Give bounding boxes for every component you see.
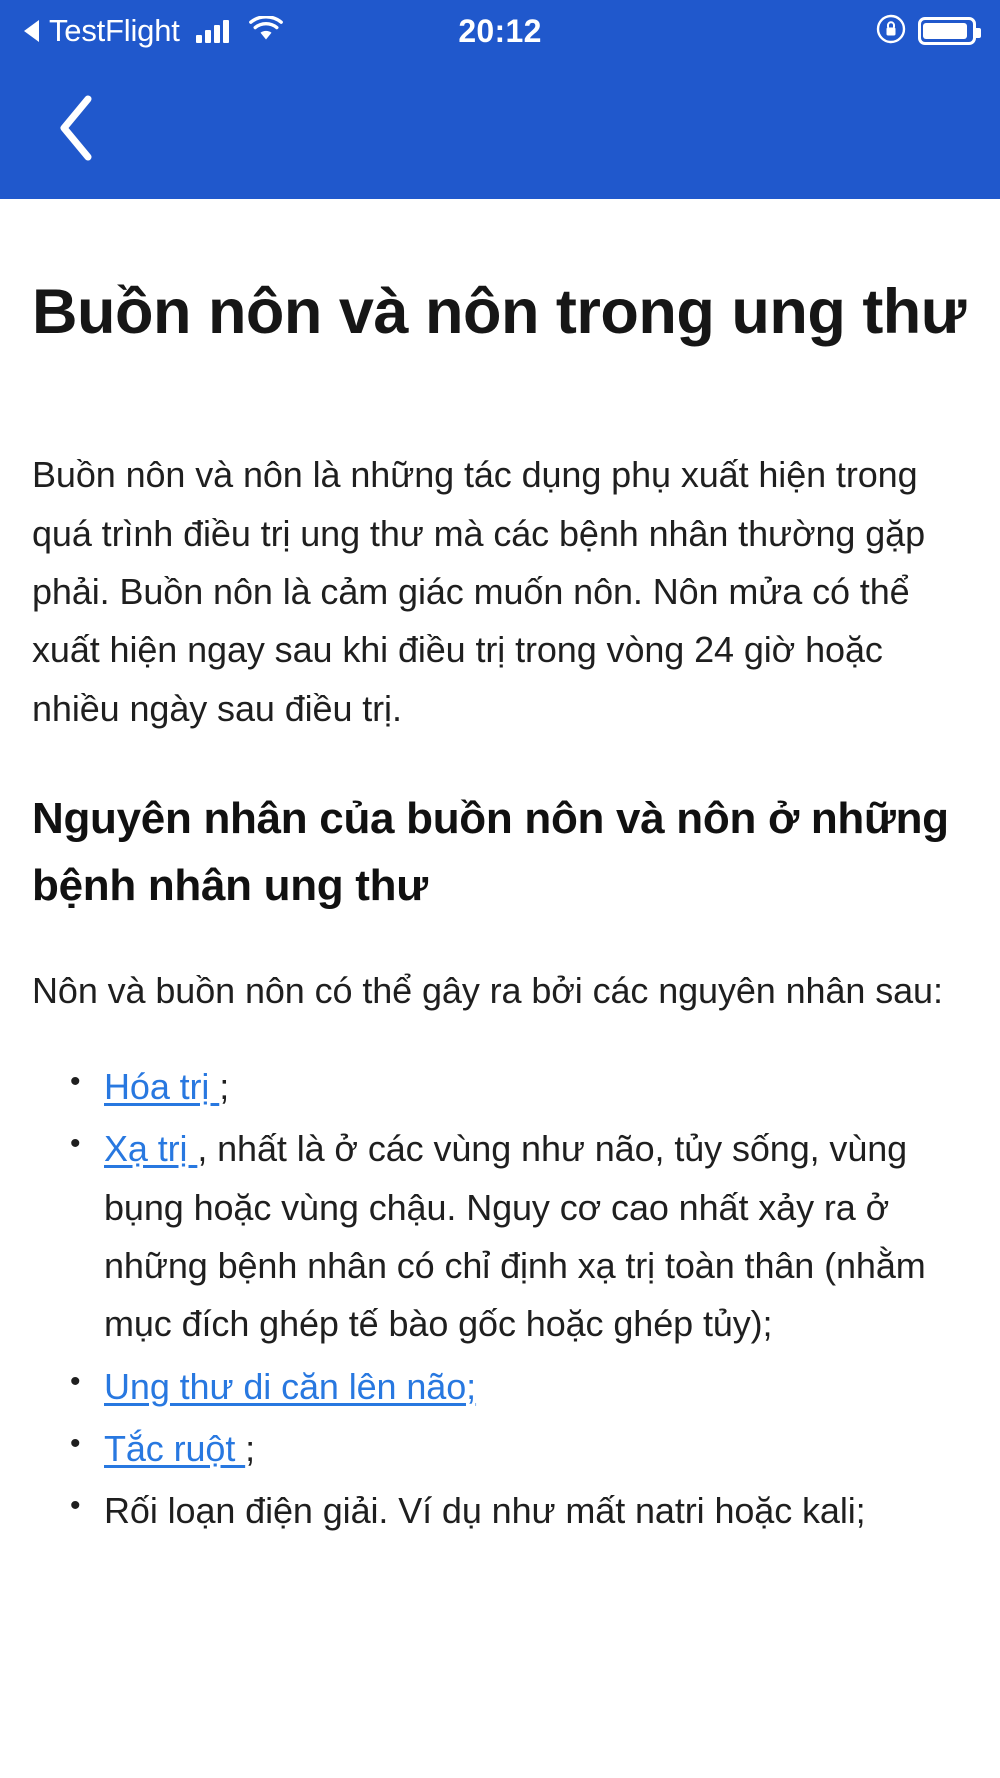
list-item: [104, 1482, 968, 1540]
status-bar-right: [876, 14, 976, 49]
rotation-lock-icon: [876, 14, 906, 49]
battery-icon: [918, 17, 976, 45]
list-item-text: ;: [245, 1427, 256, 1469]
link-hoa-tri[interactable]: Hóa trị: [104, 1065, 220, 1107]
status-bar-left[interactable]: [24, 13, 283, 49]
article-content: [0, 199, 1000, 1540]
section-intro-paragraph: Nôn và buồn nôn có thể gây ra bởi các nguyên nhân sau:: [32, 969, 943, 1011]
back-triangle-icon[interactable]: [24, 20, 39, 42]
status-bar-app-label[interactable]: TestFlight: [49, 13, 180, 48]
status-bar-clock: 20:12: [458, 12, 542, 49]
causes-list: [32, 1058, 968, 1541]
link-ung-thu-di-can-len-nao[interactable]: Ung thư di căn lên não;: [104, 1365, 477, 1407]
chevron-left-icon: [54, 93, 98, 168]
navigation-bar: [0, 62, 1000, 199]
page-title: Buồn nôn và nôn trong ung thư: [32, 277, 966, 347]
list-item: [104, 1058, 968, 1116]
link-xa-tri[interactable]: Xạ trị: [104, 1128, 198, 1170]
list-item-text: ;: [219, 1065, 230, 1107]
section-heading: Nguyên nhân của buồn nôn và nôn ở những bệnh nhân ung thư: [32, 793, 949, 910]
article-intro-paragraph: Buồn nôn và nôn là những tác dụng phụ xuất hiện trong quá trình điều trị ung thư mà các bệnh nhân thường gặp phải. Buồn nôn là cảm giác muốn nôn. Nôn mửa có thể xuất hiện ngay sau khi điều trị trong vòng 24 giờ hoặc nhiều ngày sau điều trị.: [32, 454, 926, 729]
cellular-signal-icon: [196, 19, 229, 43]
list-item-text: , nhất là ở các vùng như não, tủy sống, vùng bụng hoặc vùng chậu. Nguy cơ cao nhất xảy ra ở những bệnh nhân có chỉ định xạ trị toàn thân (nhằm mục đích ghép tế bào gốc hoặc ghép tủy);: [104, 1128, 926, 1345]
back-button[interactable]: [44, 99, 108, 163]
list-item-text: Rối loạn điện giải. Ví dụ như mất natri hoặc kali;: [104, 1490, 866, 1532]
wifi-icon: [249, 16, 283, 47]
list-item: [104, 1120, 968, 1353]
list-item: [104, 1420, 968, 1478]
list-item: [104, 1358, 968, 1416]
link-tac-ruot[interactable]: Tắc ruột: [104, 1427, 246, 1469]
status-bar: [0, 0, 1000, 62]
